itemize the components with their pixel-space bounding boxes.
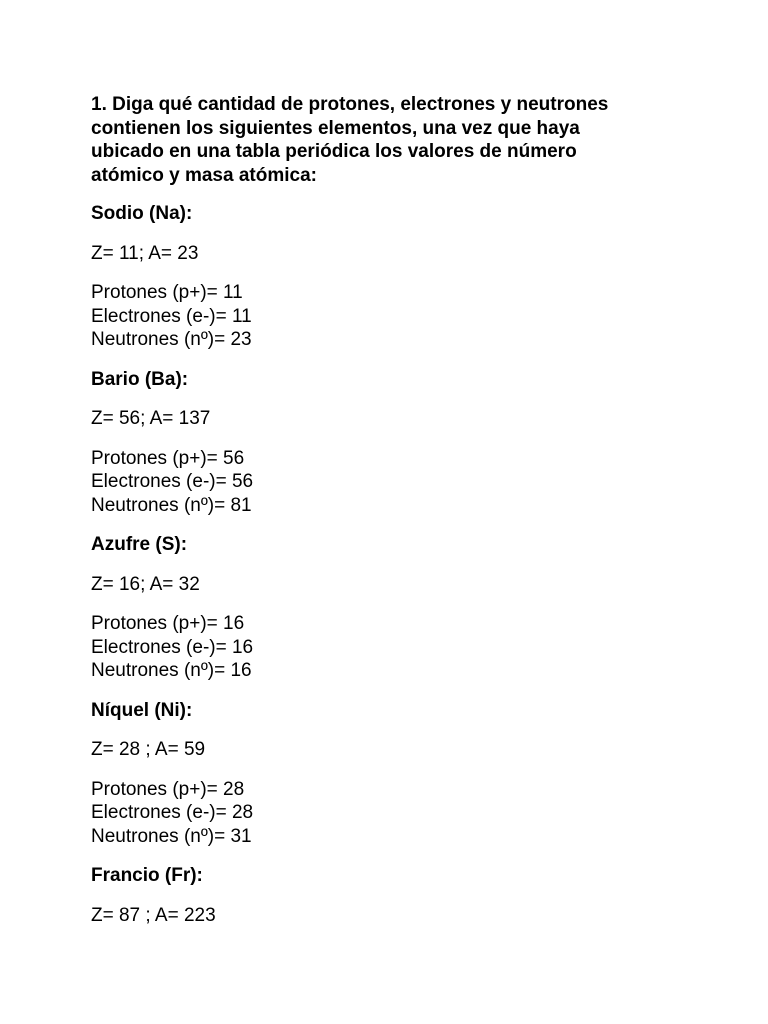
atomic-number-mass: Z= 11; A= 23 [91, 242, 199, 264]
question-line: ubicado en una tabla periódica los valores de número [91, 141, 577, 162]
element-section-sodio [91, 202, 711, 352]
neutrons-line: Neutrones (nº)= 16 [91, 660, 252, 681]
protons-line: Protones (p+)= 11 [91, 282, 243, 303]
atomic-number-mass: Z= 16; A= 32 [91, 573, 200, 595]
question-line: atómico y masa atómica: [91, 164, 317, 186]
electrons-line: Electrones (e-)= 28 [91, 802, 254, 823]
element-title: Sodio (Na): [91, 203, 193, 224]
particle-counts [91, 778, 711, 849]
element-section-azufre [91, 533, 711, 683]
neutrons-line: Neutrones (nº)= 23 [91, 329, 252, 350]
protons-line: Protones (p+)= 16 [91, 613, 245, 634]
neutrons-line: Neutrones (nº)= 31 [91, 825, 252, 847]
element-section-niquel [91, 699, 711, 849]
electrons-line: Electrones (e-)= 16 [91, 636, 254, 658]
particle-counts [91, 612, 711, 683]
atomic-number-mass: Z= 87 ; A= 223 [91, 904, 216, 926]
electrons-line: Electrones (e-)= 56 [91, 471, 254, 492]
neutrons-line: Neutrones (nº)= 81 [91, 494, 252, 516]
document-body [91, 93, 711, 943]
electrons-line: Electrones (e-)= 11 [91, 305, 252, 327]
question-line: 1. Diga qué cantidad de protones, electrones y neutrones [91, 94, 609, 115]
element-title: Níquel (Ni): [91, 699, 193, 721]
element-section-francio [91, 864, 711, 927]
element-section-bario [91, 368, 711, 518]
question-line: contienen los siguientes elementos, una vez que haya [91, 117, 580, 139]
element-title: Francio (Fr): [91, 865, 203, 886]
protons-line: Protones (p+)= 28 [91, 778, 245, 800]
particle-counts [91, 281, 711, 352]
atomic-number-mass: Z= 28 ; A= 59 [91, 739, 206, 760]
question-text [91, 93, 711, 187]
protons-line: Protones (p+)= 56 [91, 447, 245, 469]
element-title: Azufre (S): [91, 534, 188, 555]
particle-counts [91, 447, 711, 518]
element-title: Bario (Ba): [91, 368, 189, 390]
atomic-number-mass: Z= 56; A= 137 [91, 408, 211, 429]
